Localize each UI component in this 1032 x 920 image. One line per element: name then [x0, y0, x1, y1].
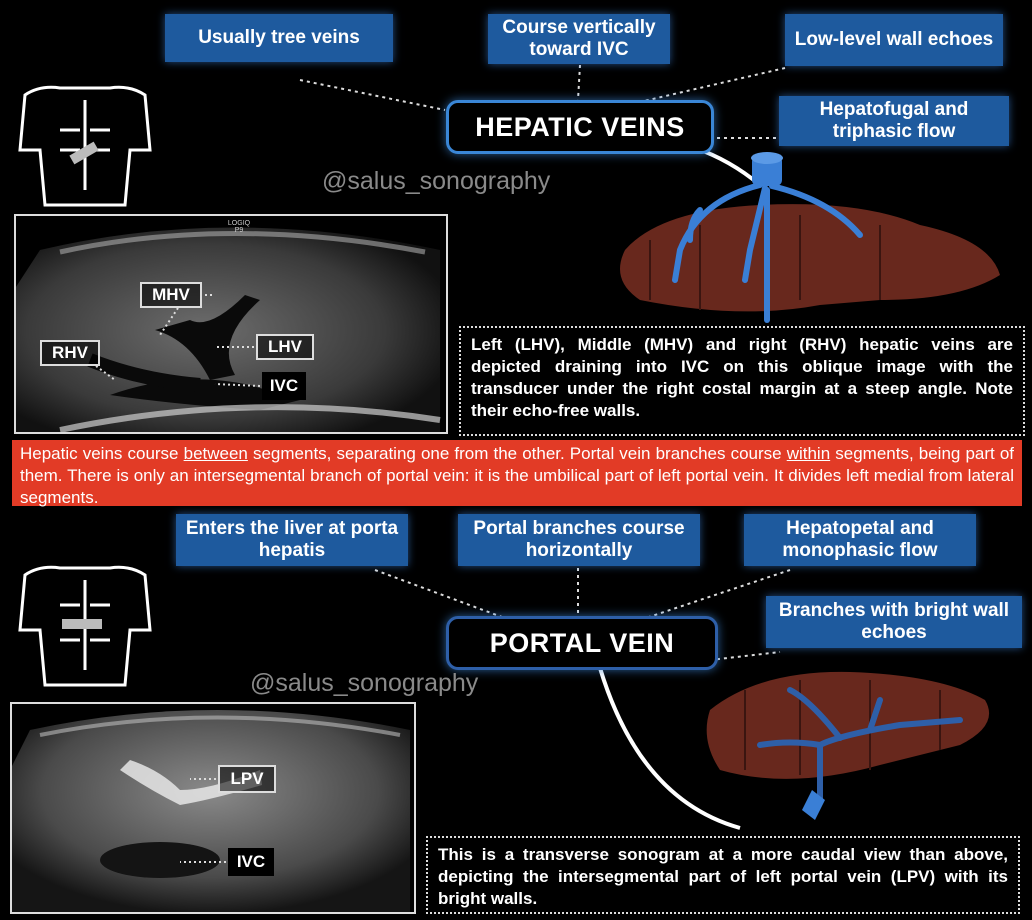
portal-box-wall-echoes: Branches with bright wall echoes: [766, 596, 1022, 648]
note-underline-between: between: [183, 444, 248, 463]
label-lpv: LPV: [218, 765, 276, 793]
torso-icon-hepatic: [20, 87, 150, 205]
portal-box-horizontally: Portal branches course horizontally: [458, 514, 700, 566]
us-caption: LOGIQ P9: [227, 220, 251, 234]
hepatic-box-tree-veins: Usually tree veins: [165, 14, 393, 62]
note-underline-within: within: [786, 444, 831, 463]
portal-box-flow: Hepatopetal and monophasic flow: [744, 514, 976, 566]
portal-box-enters: Enters the liver at porta hepatis: [176, 514, 408, 566]
hepatic-veins-title: HEPATIC VEINS: [446, 100, 714, 154]
note-part-2: segments, separating one from the other. Portal vein branches course: [247, 444, 787, 463]
hepatic-watermark: @salus_sonography: [322, 167, 551, 195]
liver-illustration-hepatic: [620, 152, 1000, 320]
hepatic-box-course-vertically: Course vertically toward IVC: [488, 14, 670, 64]
liver-illustration-portal: [707, 672, 989, 820]
note-part-3: segments, being part of them. There is only an intersegmental branch of portal vein: it is the umbilical part of left portal vein. It divides left medial from lateral segments.: [20, 444, 1014, 507]
label-mhv: MHV: [140, 282, 202, 308]
label-ivc-hepatic: IVC: [262, 372, 306, 400]
hepatic-box-wall-echoes: Low-level wall echoes: [785, 14, 1003, 66]
portal-watermark: @salus_sonography: [250, 669, 479, 697]
label-ivc-portal: IVC: [228, 848, 274, 876]
portal-description: This is a transverse sonogram at a more caudal view than above, depicting the intersegmental part of left portal vein (LPV) with its bright walls.: [426, 836, 1020, 914]
note-part-1: Hepatic veins course: [20, 444, 184, 463]
portal-vein-title: PORTAL VEIN: [446, 616, 718, 670]
hepatic-ultrasound-frame: [14, 214, 448, 434]
torso-icon-portal: [20, 567, 150, 685]
portal-ultrasound-frame: [10, 702, 416, 914]
segments-note: [12, 440, 1022, 506]
label-rhv: RHV: [40, 340, 100, 366]
hepatic-description: Left (LHV), Middle (MHV) and right (RHV) hepatic veins are depicted draining into IVC on this oblique image with the transducer under the right costal margin at a steep angle. Note their echo-free walls.: [459, 326, 1025, 436]
label-lhv: LHV: [256, 334, 314, 360]
hepatic-box-flow: Hepatofugal and triphasic flow: [779, 96, 1009, 146]
